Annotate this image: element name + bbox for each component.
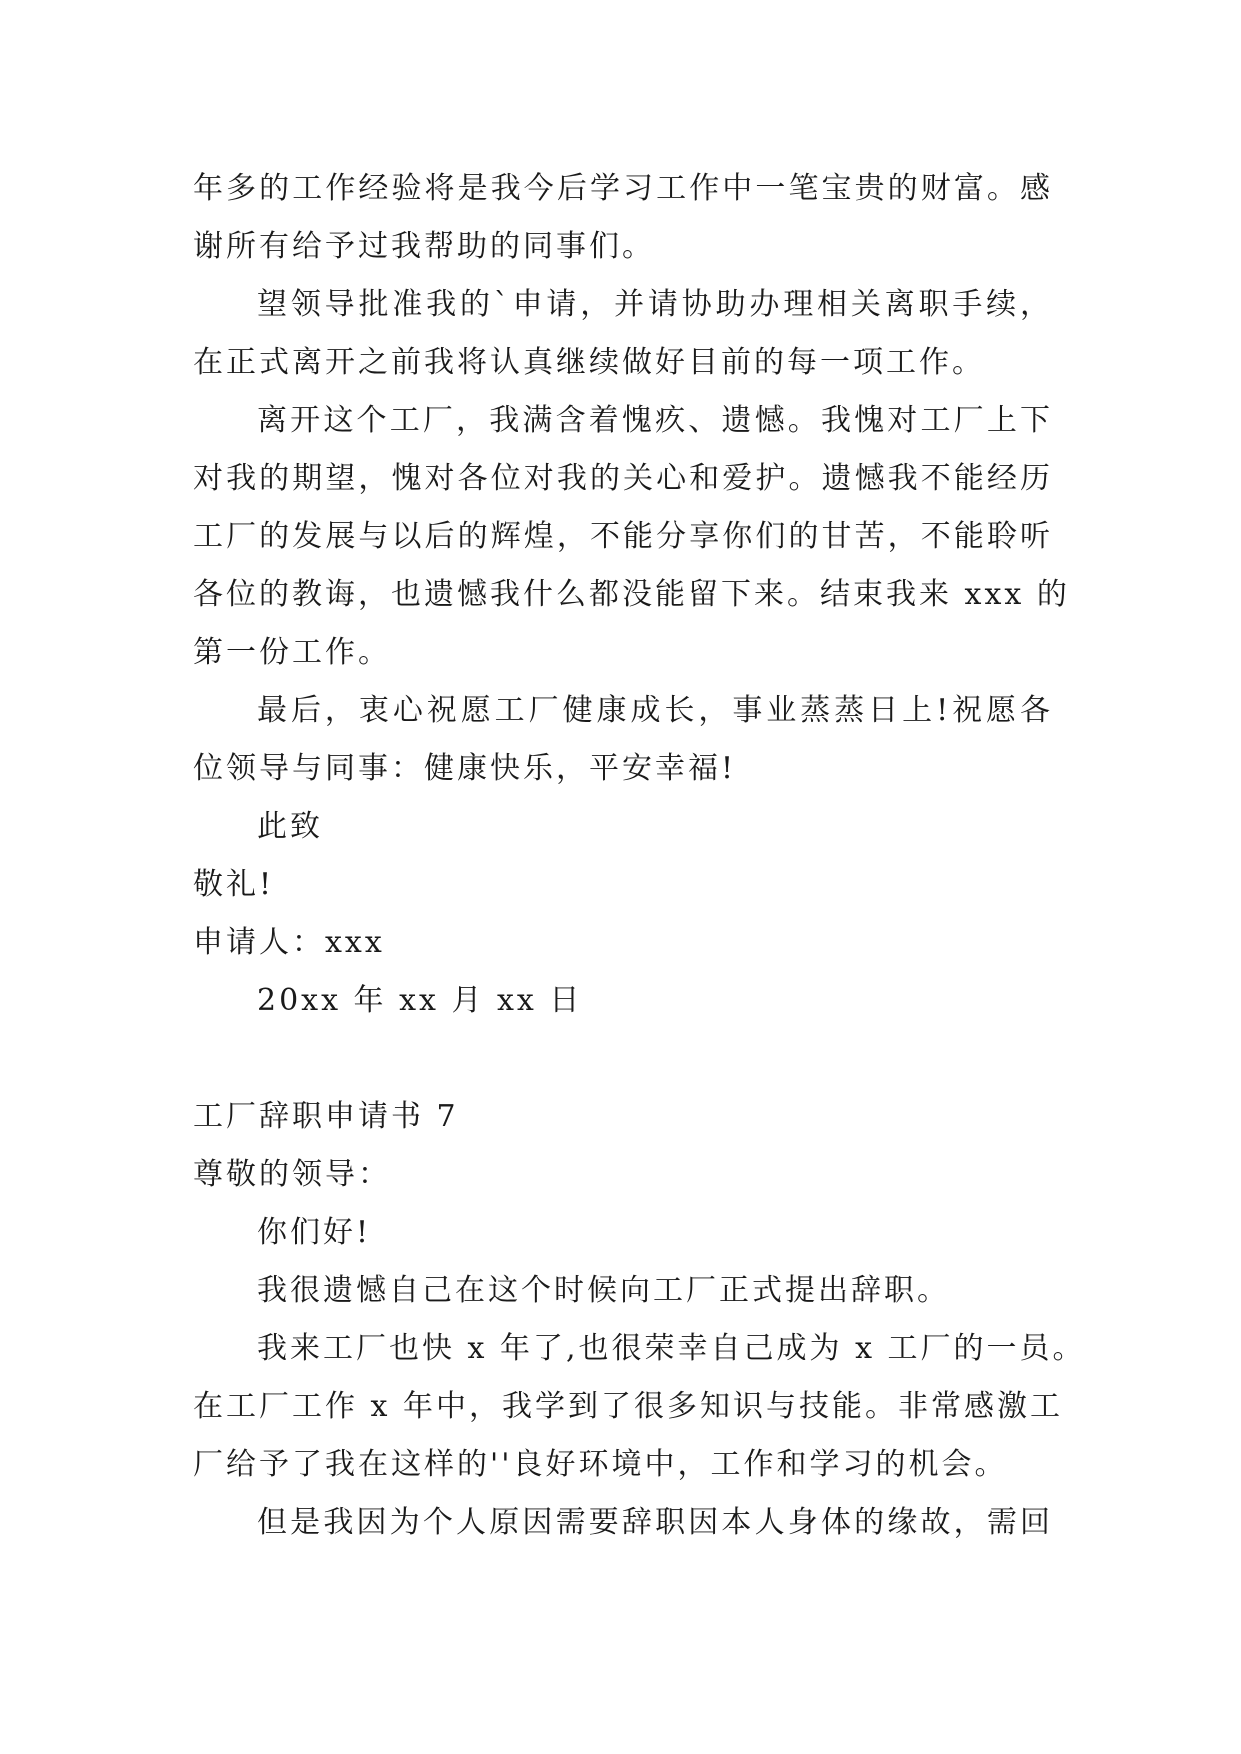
paragraph-line: 你们好!: [257, 1215, 372, 1250]
applicant-line: 申请人：xxx: [193, 925, 385, 960]
paragraph-line: 第一份工作。: [193, 635, 391, 670]
paragraph-line: 位领导与同事：健康快乐，平安幸福!: [193, 751, 737, 786]
paragraph-line: 对我的期望，愧对各位对我的关心和爱护。遗憾我不能经历: [193, 461, 1053, 496]
document-body: [193, 160, 1086, 1552]
paragraph-line: 年多的工作经验将是我今后学习工作中一笔宝贵的财富。感: [193, 171, 1053, 206]
paragraph-line: 在正式离开之前我将认真继续做好目前的每一项工作。: [193, 345, 985, 380]
paragraph-line: 但是我因为个人原因需要辞职因本人身体的缘故，需回: [257, 1505, 1053, 1540]
paragraph-line: 我来工厂也快 x 年了,也很荣幸自己成为 x 工厂的一员。: [257, 1331, 1086, 1366]
section-title: 工厂辞职申请书 7: [193, 1099, 459, 1134]
date-line: 20xx 年 xx 月 xx 日: [257, 983, 583, 1018]
paragraph-line: 在工厂工作 x 年中，我学到了很多知识与技能。非常感激工: [193, 1389, 1063, 1424]
paragraph-line: 离开这个工厂，我满含着愧疚、遗憾。我愧对工厂上下: [257, 403, 1053, 438]
paragraph-line: 我很遗憾自己在这个时候向工厂正式提出辞职。: [257, 1273, 950, 1308]
paragraph-line: 工厂的发展与以后的辉煌，不能分享你们的甘苦，不能聆听: [193, 519, 1053, 554]
paragraph-line: 最后，衷心祝愿工厂健康成长，事业蒸蒸日上!祝愿各: [257, 693, 1053, 728]
paragraph-line: 厂给予了我在这样的''良好环境中，工作和学习的机会。: [193, 1447, 1008, 1482]
section-gap: [193, 1030, 1053, 1088]
closing-salutation: 此致: [257, 809, 323, 844]
paragraph-line: 谢所有给予过我帮助的同事们。: [193, 229, 655, 264]
paragraph-line: 各位的教诲，也遗憾我什么都没能留下来。结束我来 xxx 的: [193, 577, 1070, 612]
greeting-line: 尊敬的领导：: [193, 1157, 391, 1192]
closing-respect: 敬礼!: [193, 867, 275, 902]
paragraph-line: 望领导批准我的`申请，并请协助办理相关离职手续，: [257, 287, 1053, 322]
